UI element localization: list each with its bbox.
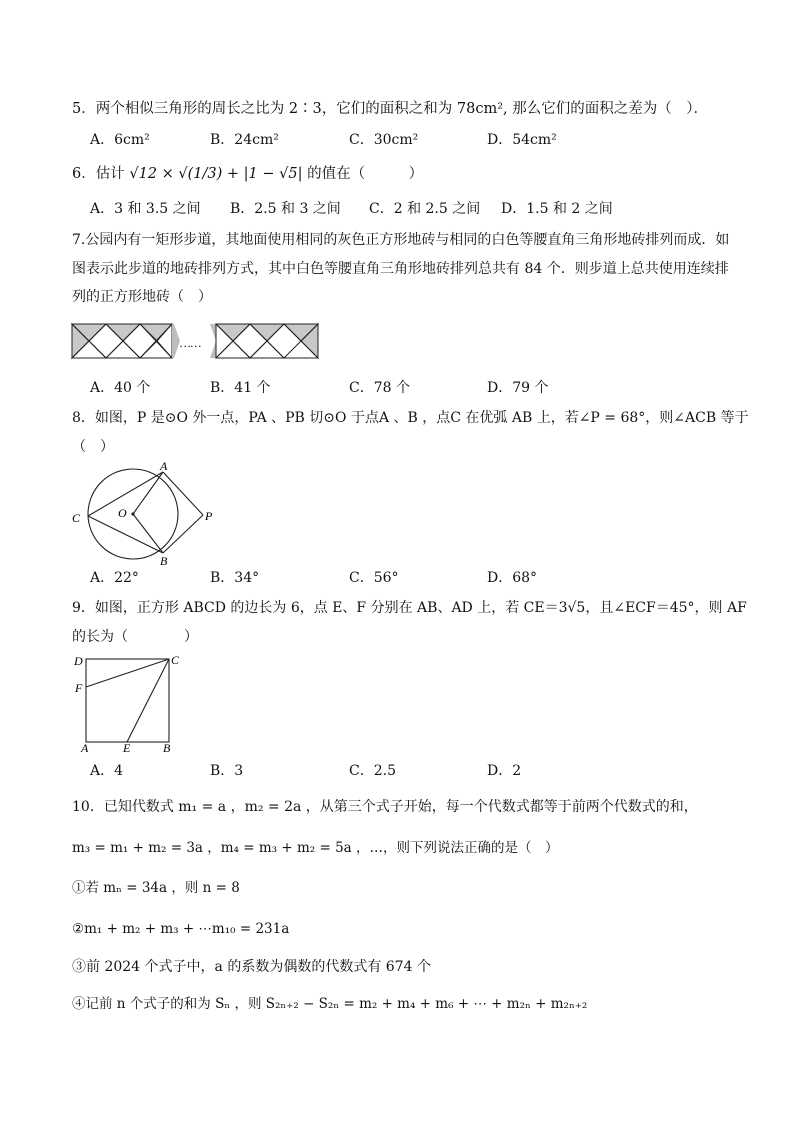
q7-line-3: 列的正方形地砖（ ） xyxy=(72,289,212,305)
q8-circle-figure xyxy=(66,458,226,570)
q10-line-1: 10．已知代数式 m₁ = a ，m₂ = 2a ，从第三个式子开始，每一个代数式都等于前两个代数式的和， xyxy=(72,799,698,815)
q8-label-c: C xyxy=(72,511,81,525)
q8-option-a[interactable]: A．22° xyxy=(90,570,139,586)
q9-option-b[interactable]: B．3 xyxy=(210,763,244,779)
q5-option-c[interactable]: C．30cm² xyxy=(349,132,419,148)
q7-option-d[interactable]: D．79 个 xyxy=(487,380,549,396)
q9-label-f: F xyxy=(75,681,83,695)
q9-label-b: B xyxy=(163,741,171,754)
q9-option-d[interactable]: D．2 xyxy=(487,763,522,779)
q6-stem-prefix: 6．估计 xyxy=(72,166,125,182)
q8-label-a: A xyxy=(160,459,168,473)
q9-label-a: A xyxy=(81,741,89,754)
q6-stem xyxy=(72,164,423,184)
q9-line-2: 的长为（ ） xyxy=(72,629,198,645)
q9-label-e: E xyxy=(123,741,131,754)
q6-expression: √12 × √(1/3) + |1 − √5| xyxy=(129,166,303,182)
q7-option-c[interactable]: C．78 个 xyxy=(349,380,410,396)
q6-option-a[interactable]: A．3 和 3.5 之间 xyxy=(90,201,201,217)
q7-line-1: 7.公园内有一矩形步道，其地面使用相同的灰色正方形地砖与相同的白色等腰直角三角形地砖排列而成．如 xyxy=(72,232,730,248)
q9-square xyxy=(86,659,169,742)
q6-option-c[interactable]: C．2 和 2.5 之间 xyxy=(369,201,481,217)
q7-tile-left-block xyxy=(72,324,180,358)
q8-option-d[interactable]: D．68° xyxy=(487,570,538,586)
q7-line-2: 图表示此步道的地砖排列方式，其中白色等腰直角三角形地砖排列总共有 84 个．则步道上总共使用连续排 xyxy=(72,261,729,277)
q9-square-figure xyxy=(70,650,190,754)
q10-line-2: m₃ = m₁ + m₂ = 3a ，m₄ = m₃ + m₂ = 5a ，…，则下列说法正确的是（ ） xyxy=(72,840,559,856)
q9-line-1: 9．如图，正方形 ABCD 的边长为 6，点 E、F 分别在 AB、AD 上，若 CE＝3√5，且∠ECF＝45°，则 AF xyxy=(72,600,747,616)
q8-option-b[interactable]: B．34° xyxy=(210,570,260,586)
q10-statement-4: ④记前 n 个式子的和为 Sₙ ，则 S₂ₙ₊₂ − S₂ₙ = m₂ + m₄ + m₆ + ⋯ + m₂ₙ + m₂ₙ₊₂ xyxy=(72,996,588,1012)
q7-tile-right-block xyxy=(210,324,318,358)
q8-label-o: O xyxy=(118,506,127,520)
q8-line-2: （ ） xyxy=(72,439,114,455)
q8-line-1: 8．如图，P 是⊙O 外一点，PA 、PB 切⊙O 于点A 、B ，点C 在优弧 AB 上，若∠P = 68°，则∠ACB 等于 xyxy=(72,410,749,426)
q6-option-b[interactable]: B．2.5 和 3 之间 xyxy=(230,201,341,217)
q5-option-b[interactable]: B．24cm² xyxy=(210,132,279,148)
q7-ellipsis: …… xyxy=(180,336,202,350)
q6-option-d[interactable]: D．1.5 和 2 之间 xyxy=(501,201,613,217)
q9-option-a[interactable]: A．4 xyxy=(90,763,124,779)
q7-option-a[interactable]: A．40 个 xyxy=(90,380,151,396)
q7-tile-figure xyxy=(70,322,322,362)
q7-option-b[interactable]: B．41 个 xyxy=(210,380,271,396)
q9-label-c: C xyxy=(171,653,180,667)
q9-option-c[interactable]: C．2.5 xyxy=(349,763,396,779)
q8-label-p: P xyxy=(205,509,213,523)
q8-label-b: B xyxy=(160,554,168,568)
q10-statement-2: ②m₁ + m₂ + m₃ + ⋯m₁₀ = 231a xyxy=(72,921,290,937)
q10-statement-1: ①若 mₙ = 34a ，则 n = 8 xyxy=(72,880,240,896)
q5-option-d[interactable]: D．54cm² xyxy=(487,132,557,148)
q8-option-c[interactable]: C．56° xyxy=(349,570,399,586)
q10-statement-3: ③前 2024 个式子中，a 的系数为偶数的代数式有 674 个 xyxy=(72,959,431,975)
q6-stem-suffix: 的值在（ ） xyxy=(307,166,424,182)
q5-option-a[interactable]: A．6cm² xyxy=(90,132,150,148)
q9-label-d: D xyxy=(74,654,83,668)
q5-stem: 5．两个相似三角形的周长之比为 2∶3，它们的面积之和为 78cm², 那么它们的面积之差为（ ）． xyxy=(72,101,708,117)
